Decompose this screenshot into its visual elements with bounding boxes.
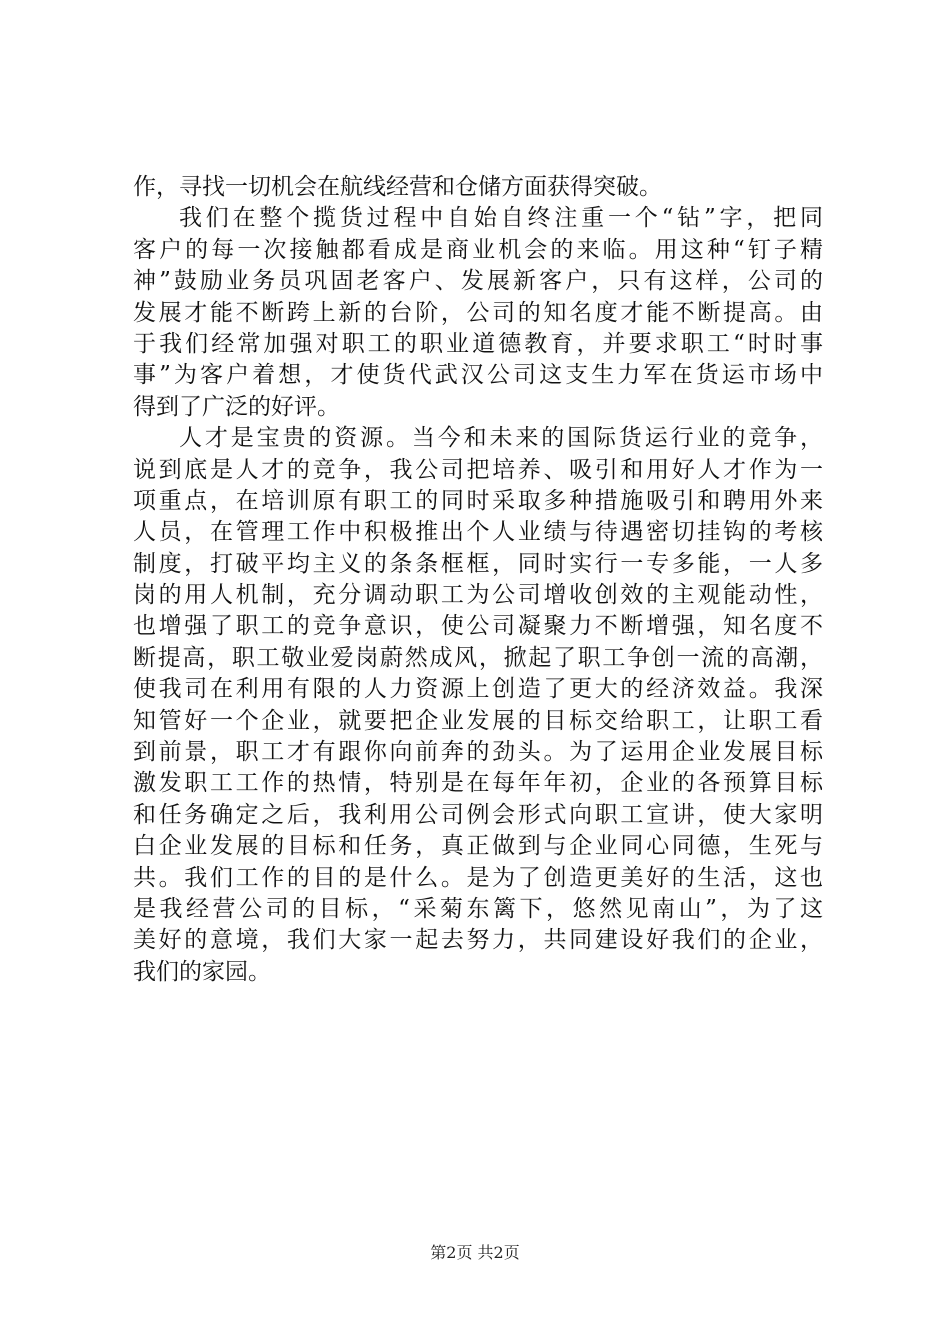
text-line: 作，寻找一切机会在航线经营和仓储方面获得突破。 [133,174,662,200]
text-line: 白企业发展的目标和任务，真正做到与企业同心同德，生死与 [133,833,823,860]
text-line: 项重点，在培训原有职工的同时采取多种措施吸引和聘用外来 [133,487,823,514]
text-line: 发展才能不断跨上新的台阶，公司的知名度才能不断提高。由 [133,299,823,326]
text-line: 美好的意境，我们大家一起去努力，共同建设好我们的企业， [133,927,823,954]
text-line: 和任务确定之后，我利用公司例会形式向职工宣讲，使大家明 [133,801,823,828]
text-line: 于我们经常加强对职工的职业道德教育，并要求职工“时时事 [133,330,823,357]
text-line: 我们的家园。 [133,958,271,985]
text-line: 事”为客户着想，才使货代武汉公司这支生力军在货运市场中 [133,362,823,389]
text-line: 共。我们工作的目的是什么。是为了创造更美好的生活，这也 [133,864,823,891]
text-line: 岗的用人机制，充分调动职工为公司增收创效的主观能动性， [133,582,823,609]
text-line: 是我经营公司的目标，“采菊东篱下，悠然见南山”，为了这 [133,895,823,922]
text-line: 得到了广泛的好评。 [133,393,340,420]
text-line: 激发职工工作的热情，特别是在每年年初，企业的各预算目标 [133,770,823,797]
text-line: 说到底是人才的竞争，我公司把培养、吸引和用好人才作为一 [133,456,823,483]
text-line: 到前景，职工才有跟你向前奔的劲头。为了运用企业发展目标 [133,739,823,766]
page-footer: 第2页 共2页 [430,1243,520,1262]
text-line: 也增强了职工的竞争意识，使公司凝聚力不断增强，知名度不 [133,613,823,640]
text-line: 制度，打破平均主义的条条框框，同时实行一专多能，一人多 [133,550,823,577]
text-line: 知管好一个企业，就要把企业发展的目标交给职工，让职工看 [133,707,823,734]
text-line: 我们在整个揽货过程中自始自终注重一个“钻”字，把同 [179,205,823,232]
text-line: 断提高，职工敬业爱岗蔚然成风，掀起了职工争创一流的高潮， [133,644,823,671]
text-line: 人才是宝贵的资源。当今和未来的国际货运行业的竞争， [179,425,823,452]
text-line: 客户的每一次接触都看成是商业机会的来临。用这种“钉子精 [133,236,823,263]
text-line: 人员，在管理工作中积极推出个人业绩与待遇密切挂钩的考核 [133,519,823,546]
document-body [133,172,823,988]
text-line: 使我司在利用有限的人力资源上创造了更大的经济效益。我深 [133,676,823,703]
text-line: 神”鼓励业务员巩固老客户、发展新客户，只有这样，公司的 [133,268,823,295]
